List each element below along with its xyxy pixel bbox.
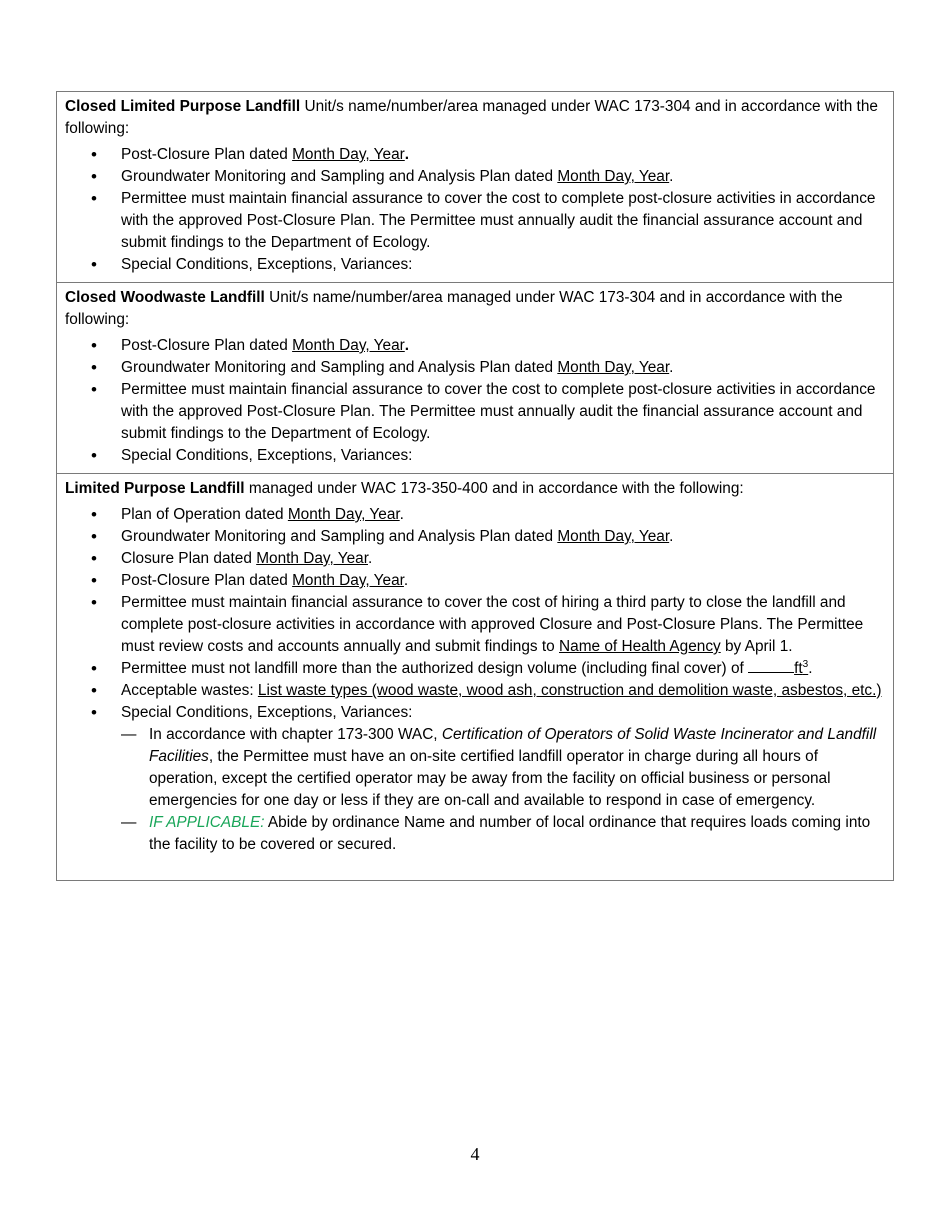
waste-types-placeholder: List waste types (wood waste, wood ash, construction and demolition waste, asbestos, etc.) [257, 682, 882, 699]
list-item: • Permittee must not landfill more than the authorized design volume (including final cover) of $ft^3$. [65, 658, 885, 680]
list-item: • Closure Plan dated Month Day, Year. [65, 548, 885, 570]
section-closed-limited-purpose-landfill [57, 92, 893, 282]
condition-list [65, 335, 885, 467]
if-applicable-tag: IF APPLICABLE: [149, 814, 265, 831]
section-intro: Closed Woodwaste Landfill Unit/s name/number/area managed under WAC 173-304 and in accordance with the following: [65, 289, 843, 328]
date-placeholder: Month Day, Year [292, 572, 404, 589]
date-placeholder: Month Day, Year [557, 359, 670, 376]
condition-list [65, 504, 885, 856]
date-placeholder: Month Day, Year [557, 528, 670, 545]
volume-blank [748, 658, 794, 673]
list-item: • Acceptable wastes: List waste types (wood waste, wood ash, construction and demolition waste, asbestos, etc.) [65, 680, 885, 702]
date-placeholder: Month Day, Year [256, 550, 368, 567]
list-item: • Special Conditions, Exceptions, Variances: — In accordance with chapter 173-300 WAC, Certification of Operators of Solid Waste Incinerator and Landfill Facilities, the Permittee must have an on-site certified landfill operator in charge during all hours of operation, except the certified operator may be away from the facility on official business or personal emergencies for one day or less if they are on-call and available to respond in case of emergency. — IF APPLICABLE: Abide by ordinance Name and number of local ordinance that requires loads coming into the facility to be covered or secured. [65, 702, 885, 856]
section-title: Closed Limited Purpose Landfill [65, 98, 301, 115]
list-item: — In accordance with chapter 173-300 WAC, Certification of Operators of Solid Waste Incinerator and Landfill Facilities, the Permittee must have an on-site certified landfill operator in charge during all hours of operation, except the certified operator may be away from the facility on official business or personal emergencies for one day or less if they are on-call and available to respond in case of emergency. [121, 724, 885, 812]
list-item: • Permittee must maintain financial assurance to cover the cost to complete post-closure activities in accordance with the approved Post-Closure Plan. The Permittee must annually audit the financial assurance account and submit findings to the Department of Ecology. [65, 379, 885, 445]
section-title: Closed Woodwaste Landfill [65, 289, 265, 306]
list-item: • Permittee must maintain financial assurance to cover the cost to complete post-closure activities in accordance with the approved Post-Closure Plan. The Permittee must annually audit the financial assurance account and submit findings to the Department of Ecology. [65, 188, 885, 254]
date-placeholder: Month Day, Year [292, 337, 405, 354]
special-conditions-list [121, 724, 885, 856]
list-item: • Permittee must maintain financial assurance to cover the cost of hiring a third party to close the landfill and complete post-closure activities in accordance with approved Closure and Post-Closure Plans. The Permittee must review costs and accounts annually and submit findings to Name of Health Agency by April 1. [65, 592, 885, 658]
condition-list [65, 144, 885, 276]
list-item: • Special Conditions, Exceptions, Variances: [65, 445, 885, 467]
section-limited-purpose-landfill [57, 473, 893, 880]
section-intro: Limited Purpose Landfill managed under WAC 173-350-400 and in accordance with the following: [65, 480, 744, 497]
volume-placeholder: $ft^3$ [748, 660, 808, 677]
list-item: — IF APPLICABLE: Abide by ordinance Name and number of local ordinance that requires loads coming into the facility to be covered or secured. [121, 812, 885, 856]
list-item: • Post-Closure Plan dated Month Day, Year. [65, 570, 885, 592]
page-number: 4 [470, 1144, 480, 1164]
agency-placeholder: Name of Health Agency [559, 638, 721, 655]
list-item: • Plan of Operation dated Month Day, Year. [65, 504, 885, 526]
list-item: • Post-Closure Plan dated Month Day, Year. [65, 335, 885, 357]
date-placeholder: Month Day, Year [292, 146, 405, 163]
list-item: • Post-Closure Plan dated Month Day, Year. [65, 144, 885, 166]
date-placeholder: Month Day, Year [287, 506, 400, 523]
list-item: • Groundwater Monitoring and Sampling and Analysis Plan dated Month Day, Year. [65, 357, 885, 379]
list-item: • Groundwater Monitoring and Sampling and Analysis Plan dated Month Day, Year. [65, 526, 885, 548]
list-item: • Special Conditions, Exceptions, Variances: [65, 254, 885, 276]
section-closed-woodwaste-landfill [57, 282, 893, 473]
permit-conditions-table [56, 91, 894, 881]
date-placeholder: Month Day, Year [557, 168, 670, 185]
chapter-title: Certification of Operators of Solid Waste Incinerator and Landfill Facilities [149, 726, 877, 765]
section-title: Limited Purpose Landfill [65, 480, 245, 497]
section-intro: Closed Limited Purpose Landfill Unit/s name/number/area managed under WAC 173-304 and in accordance with the following: [65, 98, 878, 137]
list-item: • Groundwater Monitoring and Sampling and Analysis Plan dated Month Day, Year. [65, 166, 885, 188]
